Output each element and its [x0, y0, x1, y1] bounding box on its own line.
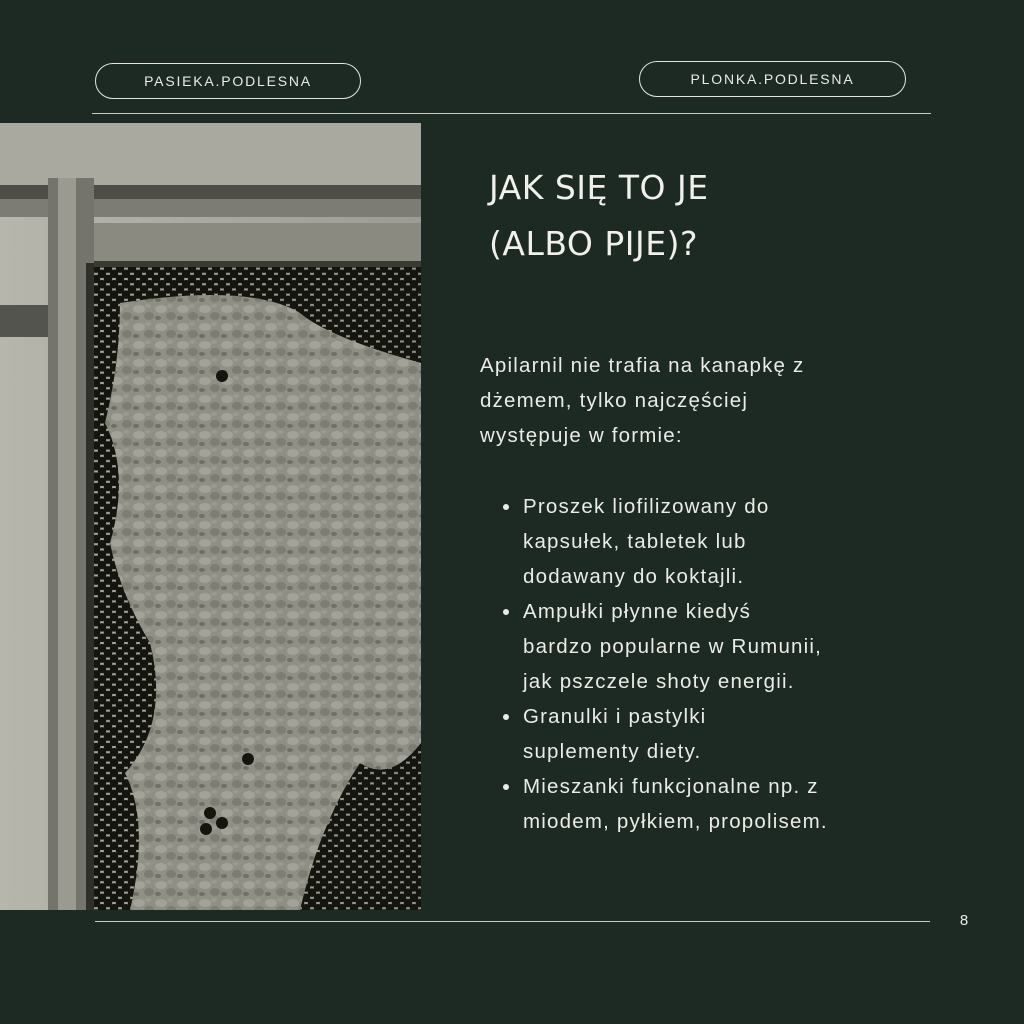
list-item	[500, 699, 970, 769]
bottom-divider	[95, 921, 930, 922]
instagram-handle-left-pill[interactable]	[95, 63, 361, 99]
title-line: JAK SIĘ TO JE	[489, 168, 709, 207]
list-item-line: bardzo popularne w Rumunii,	[523, 635, 823, 658]
list-item	[500, 489, 970, 594]
intro-line: dżemem, tylko najczęściej	[480, 389, 749, 412]
list-item-line: kapsułek, tabletek lub	[523, 530, 747, 553]
list-item	[500, 594, 970, 699]
title-line: (ALBO PIJE)?	[489, 224, 698, 263]
list-item-line: Mieszanki funkcjonalne np. z	[523, 775, 819, 798]
list-item-line: Granulki i pastylki	[523, 705, 707, 728]
intro-line: występuje w formie:	[480, 424, 683, 447]
handle-right-label: PLONKA.PODLESNA	[690, 71, 855, 87]
handle-left-label: PASIEKA.PODLESNA	[144, 73, 312, 89]
slide-title	[489, 160, 949, 272]
top-divider	[92, 113, 931, 114]
list-item-line: suplementy diety.	[523, 740, 702, 763]
intro-paragraph	[480, 348, 950, 453]
list-item-line: miodem, pyłkiem, propolisem.	[523, 810, 828, 833]
list-item-line: Ampułki płynne kiedyś	[523, 600, 752, 623]
forms-bullet-list	[500, 489, 970, 839]
list-item	[500, 769, 970, 839]
page-number: 8	[959, 912, 969, 929]
list-item-line: Proszek liofilizowany do	[523, 495, 770, 518]
list-item-line: jak pszczele shoty energii.	[523, 670, 795, 693]
instagram-handle-right-pill[interactable]	[639, 61, 906, 97]
list-item-line: dodawany do koktajli.	[523, 565, 745, 588]
honeycomb-frame-photo	[0, 123, 421, 910]
intro-line: Apilarnil nie trafia na kanapkę z	[480, 354, 805, 377]
